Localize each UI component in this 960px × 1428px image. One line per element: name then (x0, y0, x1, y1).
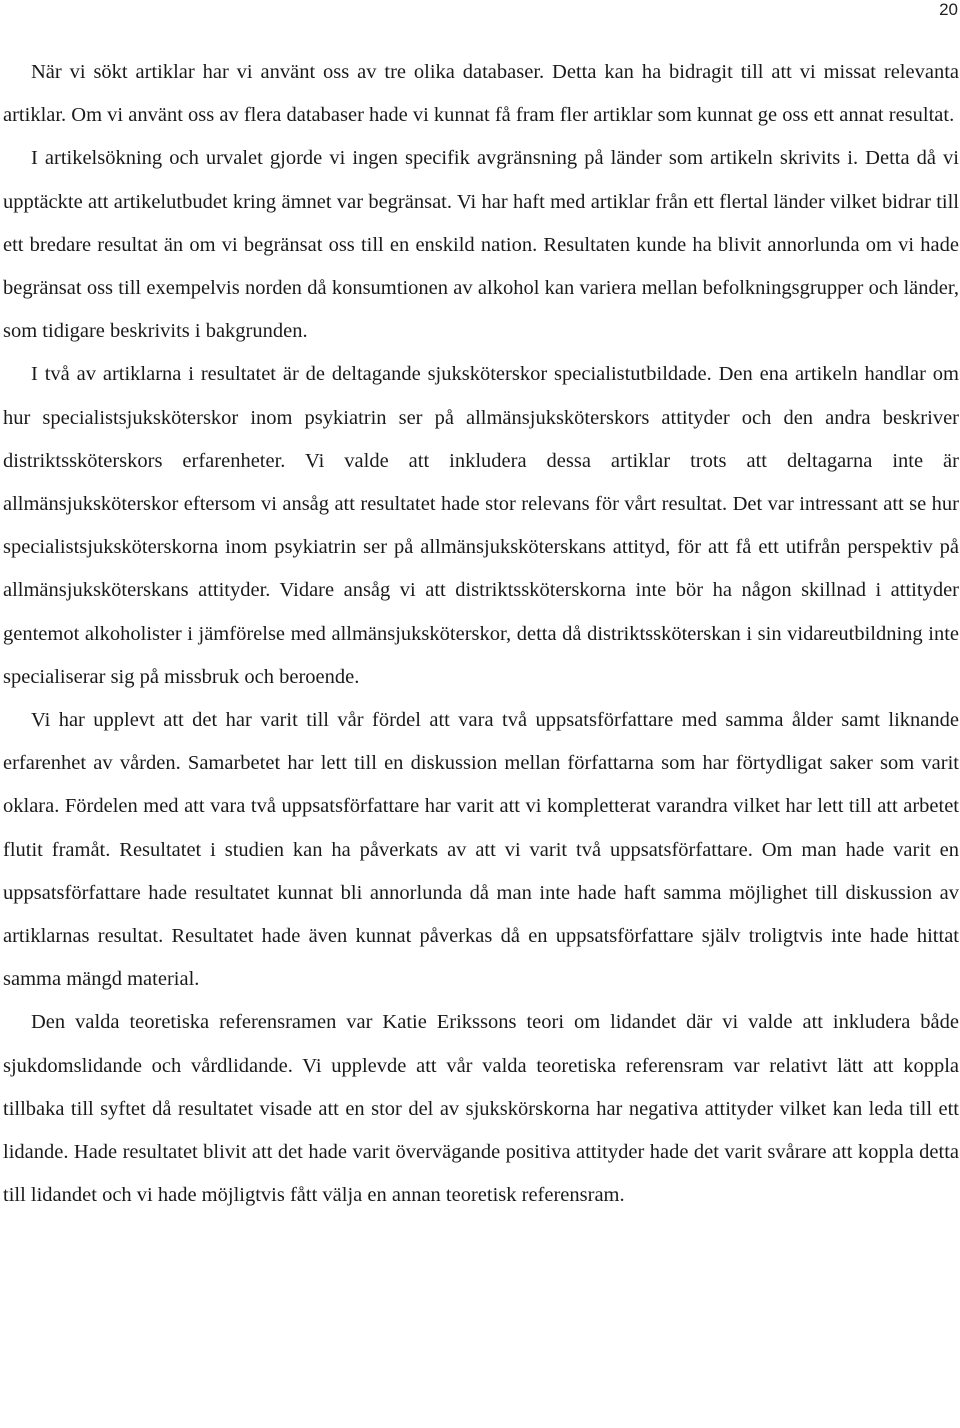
paragraph-specialist-nurses: I två av artiklarna i resultatet är de deltagande sjuksköterskor specialistutbildade. Den ena artikeln handlar om hur specialistsjuksköterskor inom psykiatrin ser på allmänsjuksköterskors attityder och den andra beskriver distriktssköterskors erfarenheter. Vi valde att inkludera dessa artiklar trots att deltagarna inte är allmänsjuksköterskor eftersom vi ansåg att resultatet hade stor relevans för vårt resultat. Det var intressant att se hur specialistsjuksköterskorna inom psykiatrin ser på allmänsjuksköterskans attityd, för att få ett utifrån perspektiv på allmänsjuksköterskans attityder. Vidare ansåg vi att distriktssköterskorna inte bör ha någon skillnad i attityder gentemot alkoholister i jämförelse med allmänsjuksköterskor, detta då distriktssköterskan i sin vidareutbildning inte specialiserar sig på missbruk och beroende. (3, 363, 959, 688)
paragraph-country-selection: I artikelsökning och urvalet gjorde vi ingen specifik avgränsning på länder som artikeln skrivits i. Detta då vi upptäckte att artikelutbudet kring ämnet var begränsat. Vi har haft med artiklar från ett flertal länder vilket bidrar till ett bredare resultat än om vi begränsat oss till en enskild nation. Resultaten kunde ha blivit annorlunda om vi hade begränsat oss till exempelvis norden då konsumtionen av alkohol kan variera mellan befolkningsgrupper och länder, som tidigare beskrivits i bakgrunden. (3, 147, 959, 343)
paragraph-theoretical-framework: Den valda teoretiska referensramen var Katie Erikssons teori om lidandet där vi valde att inkludera både sjukdomslidande och vårdlidande. Vi upplevde att vår valda teoretiska referensram var relativt lätt att koppla tillbaka till syftet då resultatet visade att en stor del av sjukskörskorna har negativa attityder vilket kan leda till ett lidande. Hade resultatet blivit att det hade varit övervägande positiva attityder hade det varit svårare att koppla detta till lidandet och vi hade möjligtvis fått välja en annan teoretisk referensram. (3, 1011, 959, 1207)
paragraph-two-authors: Vi har upplevt att det har varit till vår fördel att vara två uppsatsförfattare med samma ålder samt liknande erfarenhet av vården. Samarbetet har lett till en diskussion mellan författarna som har förtydligat saker som varit oklara. Fördelen med att vara två uppsatsförfattare har varit att vi kompletterat varandra vilket har lett till att arbetet flutit framåt. Resultatet i studien kan ha påverkats av att vi varit två uppsatsförfattare. Om man hade varit en uppsatsförfattare hade resultatet kunnat bli annorlunda då man inte hade haft samma möjlighet till diskussion av artiklarnas resultat. Resultatet hade även kunnat påverkas då en uppsatsförfattare själv troligtvis inte hade hittat samma mängd material. (3, 709, 959, 991)
page-number: 20 (939, 0, 958, 19)
document-body (3, 51, 959, 1217)
paragraph-database-limitations: När vi sökt artiklar har vi använt oss av tre olika databaser. Detta kan ha bidragit till att vi missat relevanta artiklar. Om vi använt oss av flera databaser hade vi kunnat få fram fler artiklar som kunnat ge oss ett annat resultat. (3, 61, 959, 127)
